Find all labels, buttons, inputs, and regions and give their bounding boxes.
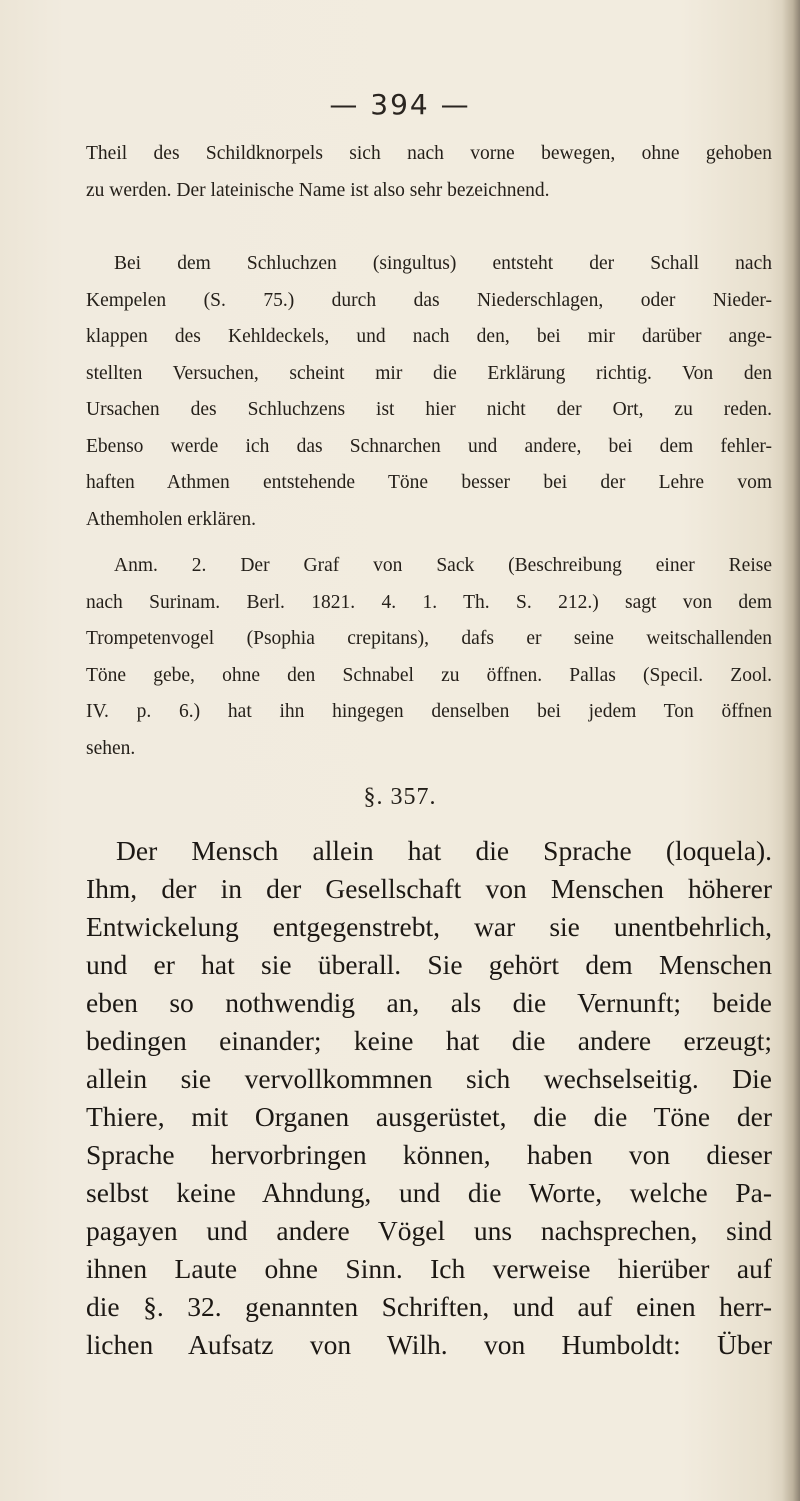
text-line: Athemholen erklären. (86, 508, 257, 530)
text-line: lichen Aufsatz von Wilh. von Humboldt: Über (86, 1329, 772, 1360)
text-line: Anm. 2. Der Graf von Sack (Beschreibung einer Reise (114, 555, 772, 576)
annotation-anm-2 (86, 548, 772, 767)
text-line: sehen. (86, 737, 136, 759)
text-line: stellten Versuchen, scheint mir die Erklärung richtig. Von den (86, 362, 772, 384)
page-number: — 394 — (329, 88, 471, 121)
text-line: pagayen und andere Vögel uns nachsprechen, sind (86, 1215, 772, 1246)
text-line: bedingen einander; keine hat die andere erzeugt; (86, 1025, 772, 1056)
paragraph-schluchzen (86, 246, 772, 538)
text-line: Der Mensch allein hat die Sprache (loquela). (116, 835, 772, 866)
text-line: Trompetenvogel (Psophia crepitans), dafs er seine weitschallenden (86, 628, 772, 649)
text-line: Theil des Schildknorpels sich nach vorne bewegen, ohne gehoben (86, 143, 772, 164)
text-line: allein sie vervollkommnen sich wechselseitig. Die (86, 1063, 772, 1094)
text-line: IV. p. 6.) hat ihn hingegen denselben bei jedem Ton öffnen (86, 701, 772, 722)
text-line: nach Surinam. Berl. 1821. 4. 1. Th. S. 212.) sagt von dem (86, 591, 772, 613)
paragraph-continuation (86, 136, 772, 209)
text-line: klappen des Kehldeckels, und nach den, bei mir darüber ange- (86, 326, 772, 347)
text-line: und er hat sie überall. Sie gehört dem Menschen (86, 949, 772, 980)
text-line: selbst keine Ahndung, und die Worte, welche Pa- (86, 1177, 772, 1208)
text-line: die §. 32. genannten Schriften, und auf einen herr- (86, 1291, 772, 1322)
text-line: Thiere, mit Organen ausgerüstet, die die Töne der (86, 1101, 772, 1132)
page-edge-shadow (782, 0, 800, 1501)
text-line: Kempelen (S. 75.) durch das Niederschlagen, oder Nieder- (86, 289, 772, 311)
text-line: Bei dem Schluchzen (singultus) entsteht der Schall nach (114, 253, 772, 274)
text-line: Sprache hervorbringen können, haben von dieser (86, 1139, 772, 1170)
text-line: Ebenso werde ich das Schnarchen und andere, bei dem fehler- (86, 435, 772, 457)
text-line: zu werden. Der lateinische Name ist also sehr bezeichnend. (86, 179, 550, 201)
text-line: Ihm, der in der Gesellschaft von Menschen höherer (86, 873, 772, 904)
text-line: Entwickelung entgegenstrebt, war sie unentbehrlich, (86, 911, 772, 942)
section-heading: §. 357. (363, 784, 437, 810)
paragraph-sprache (86, 832, 772, 1364)
text-line: Töne gebe, ohne den Schnabel zu öffnen. Pallas (Specil. Zool. (86, 664, 772, 686)
text-line: Ursachen des Schluchzens ist hier nicht der Ort, zu reden. (86, 399, 772, 420)
text-line: ihnen Laute ohne Sinn. Ich verweise hierüber auf (86, 1253, 772, 1284)
text-line: eben so nothwendig an, als die Vernunft; beide (86, 987, 772, 1018)
text-line: haften Athmen entstehende Töne besser bei der Lehre vom (86, 472, 772, 493)
